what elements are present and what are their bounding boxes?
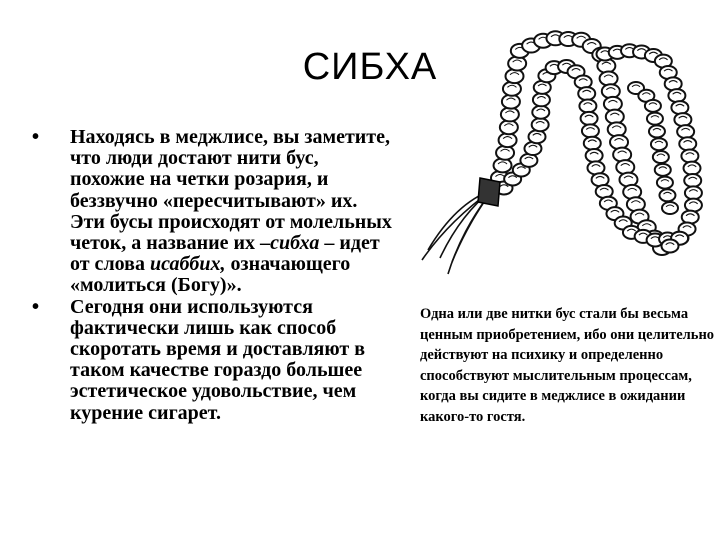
tassel-knot [478,178,500,206]
bead [655,164,671,176]
bead [662,202,678,214]
bead [668,89,685,102]
bullet-item-origin [22,127,392,297]
bullet-list [22,127,392,424]
bead [659,189,675,201]
bead [582,124,599,137]
bead [657,177,673,189]
bead [681,149,698,162]
bead [679,137,696,150]
bead [651,138,667,150]
bullet-text-part: означающего «молиться (Богу)». [70,253,351,297]
bullet-marker: • [32,295,40,318]
bead [684,174,701,187]
bead [529,130,546,143]
bead [578,87,595,100]
bead [579,99,596,112]
bead [682,211,699,224]
bead [586,149,603,162]
bead [584,137,601,150]
prayer-beads-illustration [400,28,710,288]
bead [581,112,598,125]
bead [677,125,694,138]
bead [684,162,701,175]
bullet-text-part: – идет от слова [70,232,380,276]
image-caption: Одна или две нитки бус стали бы весьма ценным приобретением, ибо они целительно действуют на психику и определенно способствуют мыслительным процессам, когда вы сидите в меджлисе в ожидании какого-то гостя. [420,306,715,425]
bullet-text-part: Находясь в меджлисе, вы заметите, что люди достают нити бус, похожие на четки розария, и беззвучно «пересчитывают» их. Эти бусы происходят от молельных четок, а название их – [70,126,392,255]
bead [532,106,549,119]
bead [532,118,549,131]
bead [649,125,665,137]
term-isabbih: исаббих, [149,253,226,276]
bead [671,101,688,114]
bead [685,186,702,199]
bullet-marker: • [32,126,40,148]
bead [662,240,679,253]
bead [647,113,663,125]
bead [674,113,691,126]
term-sibha: сибха [270,232,320,255]
bead [533,93,550,106]
bead [653,151,669,163]
slide-title: СИБХА [302,46,438,88]
bullet-item-today [22,297,392,424]
bullet-text: Сегодня они используются фактически лишь как способ скоротать время и доставляют в таком качестве гораздо большее эстетическое удовольствие, чем курение сигарет. [70,295,365,424]
bead [685,199,702,212]
bead [645,100,661,112]
